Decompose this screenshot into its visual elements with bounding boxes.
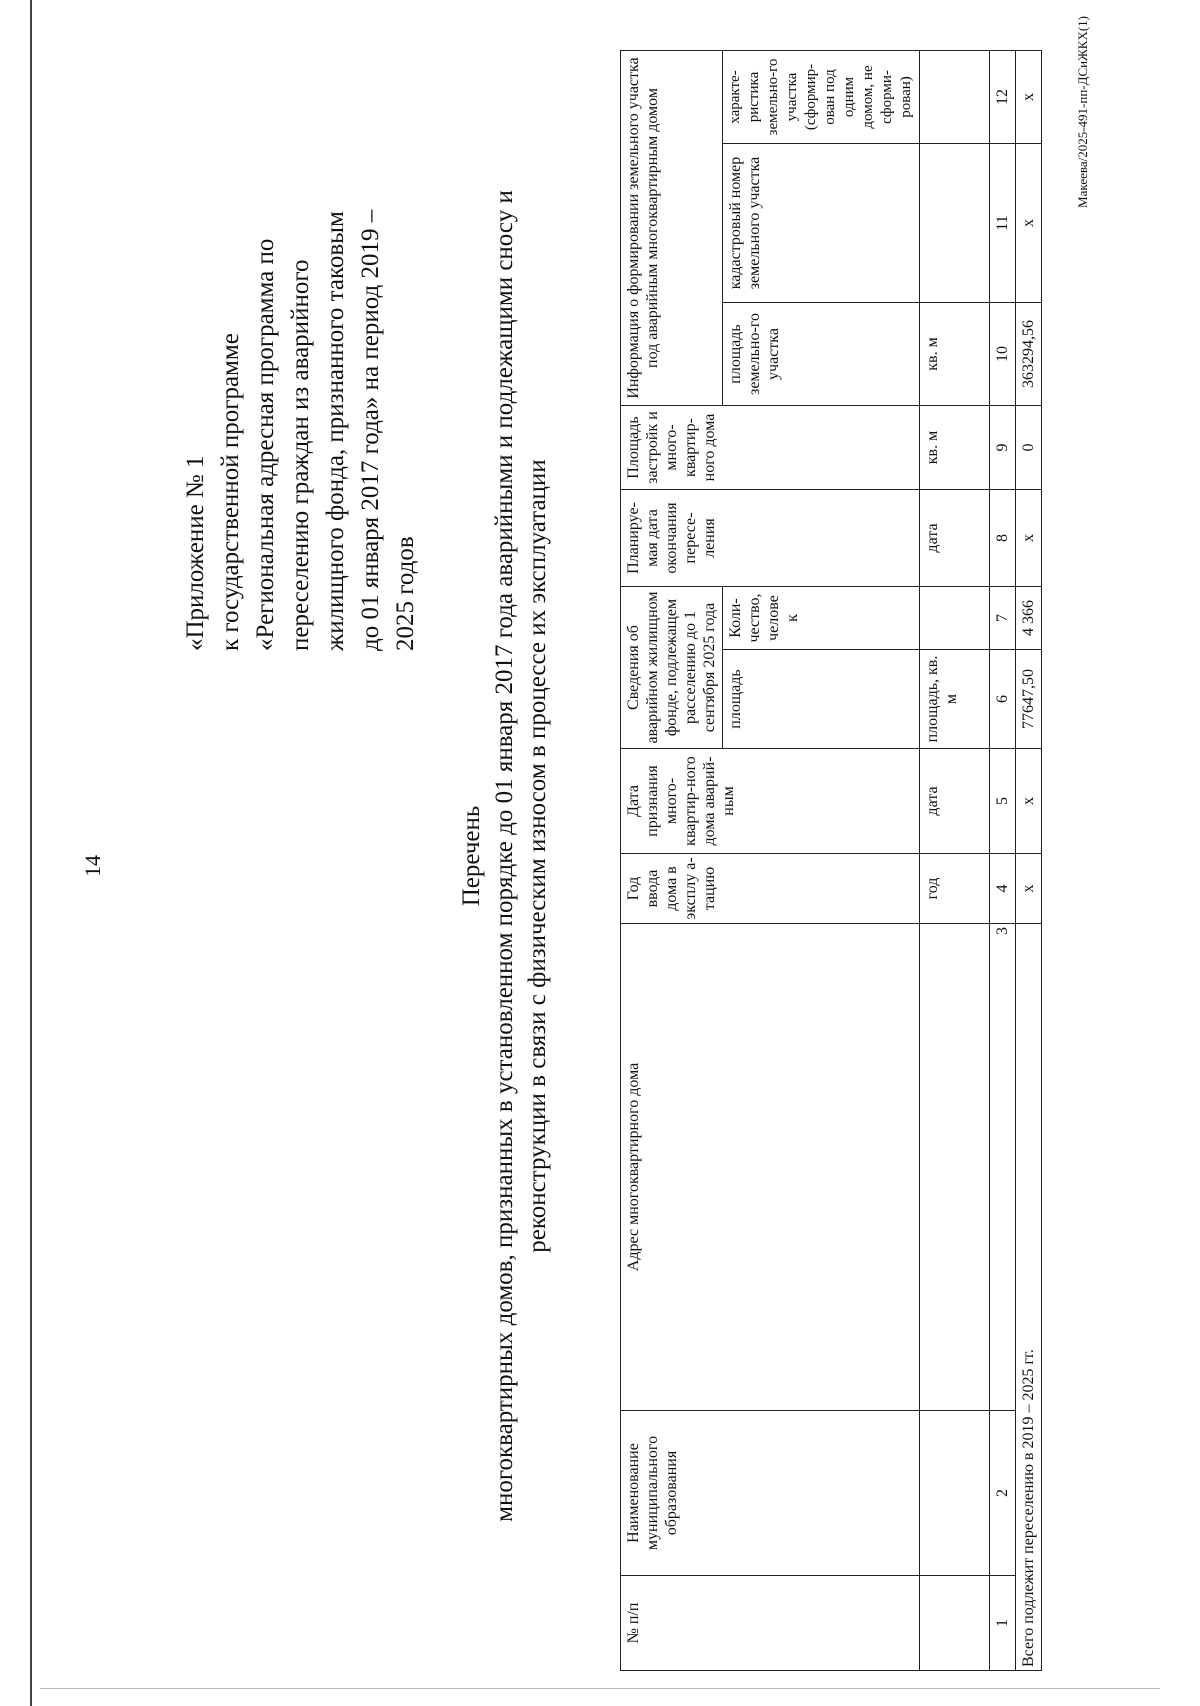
total-cell: х (1016, 749, 1042, 854)
total-cell: х (1016, 144, 1042, 303)
unit-area: площадь, кв. м (920, 650, 990, 749)
column-number: 8 (990, 490, 1016, 587)
subtitle-line: реконструкции в связи с физическим износом в процессе их эксплуатации (524, 459, 551, 1253)
header-built-area: Площадь застройк и много-квартир-ного дома (621, 406, 920, 490)
unit-cell (920, 50, 990, 143)
appendix-block (178, 41, 423, 651)
column-number: 11 (990, 144, 1016, 303)
unit-built: кв. м (920, 406, 990, 490)
header-address: Адрес многоквартирного дома (621, 924, 920, 1411)
header-land-info: Информация о формировании земельного участка под аварийным многоквартирным домом (621, 50, 723, 405)
column-number: 12 (990, 50, 1016, 143)
appendix-line: жилищного фонда, признанного таковым (322, 211, 349, 651)
total-label: Всего подлежит переселению в 2019 – 2025 гг. (1016, 924, 1042, 1671)
appendix-line: 2025 годов (392, 536, 419, 651)
column-number: 10 (990, 303, 1016, 406)
unit-plan: дата (920, 490, 990, 587)
unit-cell (920, 1576, 990, 1671)
page-number: 14 (80, 855, 105, 877)
unit-cell (920, 144, 990, 303)
appendix-line: до 01 января 2017 года» на период 2019 – (357, 209, 384, 651)
appendix-line: «Приложение № 1 (182, 455, 209, 651)
unit-year: год (920, 854, 990, 924)
unit-cell (920, 1411, 990, 1576)
header-people: Коли-чество, челове к (723, 587, 920, 650)
header-year: Год ввода дома в эксплу а-тацию (621, 854, 920, 924)
footer-code: Макеева/2025-491-пп-ДСиЖКХ(1) (1075, 16, 1090, 208)
unit-cell (920, 924, 990, 1411)
total-cell: 0 (1016, 406, 1042, 490)
appendix-line: к государственной программе (217, 333, 244, 651)
column-number: 9 (990, 406, 1016, 490)
column-number: 5 (990, 749, 1016, 854)
header-planned-date: Планируе-мая дата окончания пересе-ления (621, 490, 920, 587)
document-title: Перечень (458, 805, 485, 907)
header-land-characteristic: характе-ристика земельно-го участка (сформир-ован под одним домом, не сформи-рован) (723, 50, 920, 143)
total-cell: 4 366 (1016, 587, 1042, 650)
total-cell: х (1016, 854, 1042, 924)
column-number: 3 (990, 924, 1016, 1411)
header-cadastre: кадастровый номер земельного участка (723, 144, 920, 303)
column-number: 4 (990, 854, 1016, 924)
document-title-block (455, 46, 554, 1666)
header-recognition-date: Дата признания много-квартир-ного дома аварий-ным (621, 749, 920, 854)
column-number: 2 (990, 1411, 1016, 1576)
appendix-line: «Региональная адресная программа по (252, 238, 279, 651)
header-municipality: Наименование муниципального образования (621, 1411, 920, 1576)
total-cell: 77647,50 (1016, 650, 1042, 749)
appendix-line: переселению граждан из аварийного (287, 259, 314, 651)
header-land-area: площадь земельно-го участка (723, 303, 920, 406)
total-cell: 363294,56 (1016, 303, 1042, 406)
unit-cell (920, 587, 990, 650)
header-num: № п/п (621, 1576, 920, 1671)
total-cell: х (1016, 490, 1042, 587)
column-number: 6 (990, 650, 1016, 749)
subtitle-line: многоквартирных домов, признанных в установленном порядке до 01 января 2017 года аварийными и подлежащими сносу и (491, 190, 518, 1522)
header-emergency-info: Сведения об аварийном жилищном фонде, подлежащем расселению до 1 сентября 2025 года (621, 587, 723, 749)
unit-date: дата (920, 749, 990, 854)
houses-table (620, 51, 1042, 1671)
header-area: площадь (723, 650, 920, 749)
unit-land: кв. м (920, 303, 990, 406)
column-number: 7 (990, 587, 1016, 650)
total-cell: х (1016, 50, 1042, 143)
column-number: 1 (990, 1576, 1016, 1671)
